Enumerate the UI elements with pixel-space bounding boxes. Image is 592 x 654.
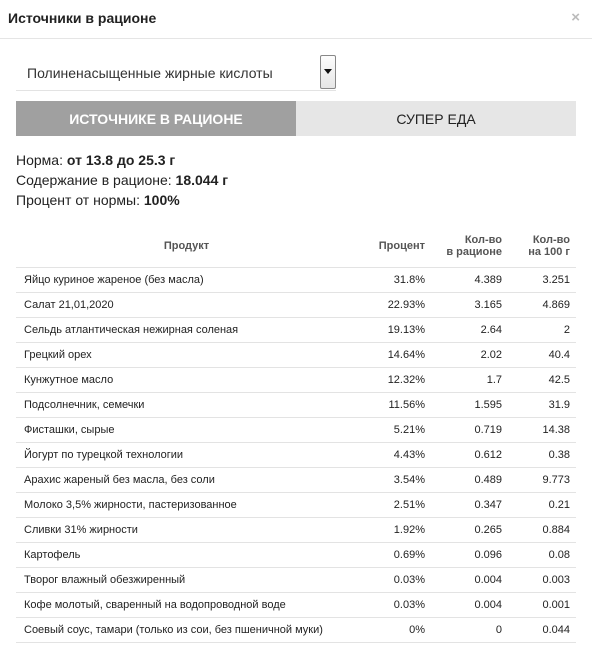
cell-product: Кофе молотый, сваренный на водопроводной воде (16, 593, 357, 618)
col-header-amount-line1: Кол-во (464, 233, 502, 246)
percent-label: Процент от нормы: (16, 192, 140, 208)
table-row (16, 493, 576, 518)
percent-value: 100% (143, 192, 180, 208)
cell-product: Яйцо куриное жареное (без масла) (16, 268, 357, 293)
cell-amount: 1.595 (431, 393, 508, 418)
cell-per100: 0.001 (508, 593, 576, 618)
cell-per100: 0.21 (508, 493, 576, 518)
col-header-product[interactable]: Продукт (16, 224, 357, 268)
col-header-per100-line2: на 100 г (528, 245, 570, 258)
cell-amount: 2.02 (431, 343, 508, 368)
percent-line (16, 190, 228, 210)
cell-amount: 3.165 (431, 293, 508, 318)
table-row (16, 468, 576, 493)
cell-percent: 11.56% (357, 393, 431, 418)
cell-product: Кунжутное масло (16, 368, 357, 393)
col-header-per100-line1: Кол-во (532, 233, 570, 246)
cell-percent: 4.43% (357, 443, 431, 468)
close-icon[interactable]: × (571, 9, 580, 26)
cell-product: Картофель (16, 543, 357, 568)
cell-amount: 0.489 (431, 468, 508, 493)
cell-amount: 0.612 (431, 443, 508, 468)
cell-amount: 0 (431, 618, 508, 643)
cell-product: Фисташки, сырые (16, 418, 357, 443)
cell-product: Арахис жареный без масла, без соли (16, 468, 357, 493)
table-row (16, 268, 576, 293)
tab-super-food[interactable]: СУПЕР ЕДА (296, 101, 576, 136)
dialog-header (0, 0, 592, 39)
col-header-per100[interactable] (508, 224, 576, 268)
cell-percent: 0.03% (357, 593, 431, 618)
content-value: 18.044 г (175, 172, 229, 188)
table-row (16, 343, 576, 368)
cell-per100: 4.869 (508, 293, 576, 318)
table-row (16, 518, 576, 543)
norm-value: от 13.8 до 25.3 г (66, 152, 176, 168)
cell-amount: 0.719 (431, 418, 508, 443)
cell-product: Йогурт по турецкой технологии (16, 443, 357, 468)
col-header-amount-line2: в рационе (446, 245, 502, 258)
cell-percent: 0.69% (357, 543, 431, 568)
cell-per100: 0.38 (508, 443, 576, 468)
cell-percent: 12.32% (357, 368, 431, 393)
cell-per100: 14.38 (508, 418, 576, 443)
cell-product: Соевый соус, тамари (только из сои, без пшеничной муки) (16, 618, 357, 643)
cell-percent: 14.64% (357, 343, 431, 368)
cell-product: Творог влажный обезжиренный (16, 568, 357, 593)
table-header-row (16, 224, 576, 268)
cell-amount: 0.265 (431, 518, 508, 543)
cell-product: Сельдь атлантическая нежирная соленая (16, 318, 357, 343)
cell-per100: 2 (508, 318, 576, 343)
cell-amount: 1.7 (431, 368, 508, 393)
tab-diet-sources[interactable]: ИСТОЧНИКЕ В РАЦИОНЕ (16, 101, 296, 136)
cell-percent: 0% (357, 618, 431, 643)
sources-table (16, 224, 576, 643)
cell-product: Молоко 3,5% жирности, пастеризованное (16, 493, 357, 518)
tab-bar (16, 101, 576, 136)
cell-percent: 0.03% (357, 568, 431, 593)
cell-amount: 0.096 (431, 543, 508, 568)
cell-product: Грецкий орех (16, 343, 357, 368)
cell-per100: 0.044 (508, 618, 576, 643)
norm-line (16, 150, 228, 170)
content-label: Содержание в рационе: (16, 172, 172, 188)
col-header-percent[interactable]: Процент (357, 224, 431, 268)
cell-percent: 19.13% (357, 318, 431, 343)
cell-product: Подсолнечник, семечки (16, 393, 357, 418)
cell-amount: 4.389 (431, 268, 508, 293)
table-row (16, 393, 576, 418)
cell-percent: 5.21% (357, 418, 431, 443)
cell-product: Сливки 31% жирности (16, 518, 357, 543)
table-row (16, 318, 576, 343)
nutrient-select-value: Полиненасыщенные жирные кислоты (27, 65, 273, 81)
cell-percent: 2.51% (357, 493, 431, 518)
cell-per100: 0.08 (508, 543, 576, 568)
cell-per100: 9.773 (508, 468, 576, 493)
cell-amount: 0.004 (431, 568, 508, 593)
cell-percent: 31.8% (357, 268, 431, 293)
cell-per100: 3.251 (508, 268, 576, 293)
cell-percent: 1.92% (357, 518, 431, 543)
content-line (16, 170, 228, 190)
cell-product: Салат 21,01,2020 (16, 293, 357, 318)
cell-amount: 2.64 (431, 318, 508, 343)
summary-block (16, 150, 228, 210)
norm-label: Норма: (16, 152, 63, 168)
cell-per100: 42.5 (508, 368, 576, 393)
table-row (16, 593, 576, 618)
table-row (16, 618, 576, 643)
cell-amount: 0.004 (431, 593, 508, 618)
cell-per100: 40.4 (508, 343, 576, 368)
table-row (16, 368, 576, 393)
table-row (16, 443, 576, 468)
chevron-down-icon[interactable] (320, 55, 336, 89)
cell-percent: 22.93% (357, 293, 431, 318)
cell-per100: 0.003 (508, 568, 576, 593)
table-row (16, 293, 576, 318)
cell-percent: 3.54% (357, 468, 431, 493)
table-row (16, 568, 576, 593)
cell-per100: 31.9 (508, 393, 576, 418)
col-header-amount[interactable] (431, 224, 508, 268)
table-row (16, 418, 576, 443)
table-row (16, 543, 576, 568)
cell-per100: 0.884 (508, 518, 576, 543)
dialog-title: Источники в рационе (8, 10, 157, 26)
nutrient-select[interactable] (16, 54, 336, 91)
cell-amount: 0.347 (431, 493, 508, 518)
